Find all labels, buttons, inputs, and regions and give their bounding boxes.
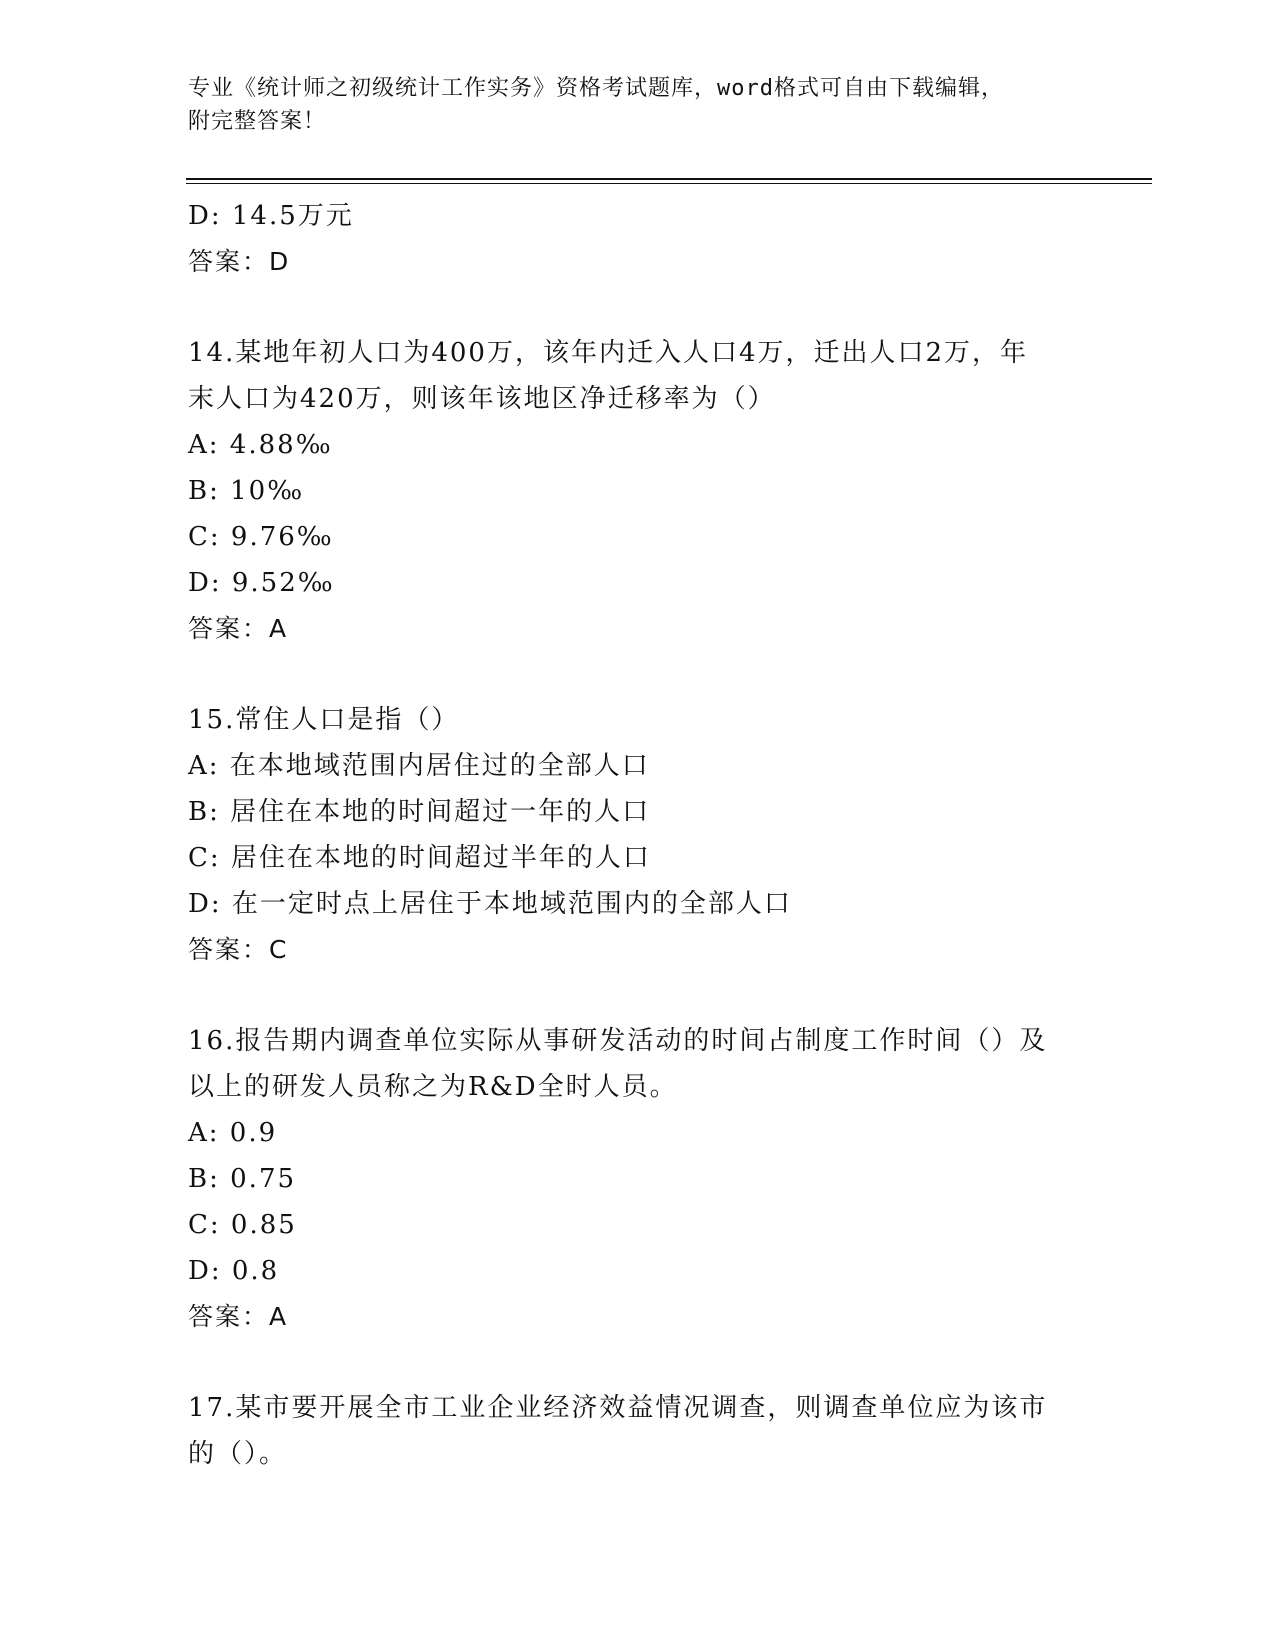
option-b: B: 10‰ <box>188 476 305 506</box>
option-b: B: 居住在本地的时间超过一年的人口 <box>188 797 651 827</box>
question-17 <box>188 1385 1088 1477</box>
answer: 答案：A <box>188 614 289 643</box>
question-text: 17.某市要开展全市工业企业经济效益情况调查，则调查单位应为该市 <box>188 1393 1048 1423</box>
question-text: 以上的研发人员称之为R&D全时人员。 <box>188 1072 678 1102</box>
header-rule-thin <box>186 183 1152 184</box>
option-c: C: 0.85 <box>188 1210 297 1240</box>
question-text: 14.某地年初人口为400万，该年内迁入人口4万，迁出人口2万，年 <box>188 338 1029 368</box>
answer: 答案：C <box>188 935 289 964</box>
question-text: 末人口为420万，则该年该地区净迁移率为（） <box>188 384 776 414</box>
header-rule-thick <box>186 178 1152 180</box>
option-a: A: 4.88‰ <box>188 430 333 460</box>
option-a: A: 0.9 <box>188 1118 278 1148</box>
option-d: D: 在一定时点上居住于本地域范围内的全部人口 <box>188 889 792 919</box>
option-d: D: 14.5万元 <box>188 201 354 231</box>
option-b: B: 0.75 <box>188 1164 297 1194</box>
question-list <box>188 193 1088 1477</box>
question-15 <box>188 697 1088 973</box>
question-text: 16.报告期内调查单位实际从事研发活动的时间占制度工作时间（）及 <box>188 1026 1048 1056</box>
question-text: 的（）。 <box>188 1439 288 1469</box>
answer: 答案：A <box>188 1302 289 1331</box>
question-14 <box>188 330 1088 652</box>
option-d: D: 9.52‰ <box>188 568 335 598</box>
question-text: 15.常住人口是指（） <box>188 705 460 735</box>
option-c: C: 居住在本地的时间超过半年的人口 <box>188 843 651 873</box>
option-d: D: 0.8 <box>188 1256 280 1286</box>
question-16 <box>188 1018 1088 1340</box>
header-line-1: 专业《统计师之初级统计工作实务》资格考试题库，word格式可自由下载编辑， <box>188 76 1004 101</box>
answer: 答案：D <box>188 247 291 276</box>
page-header <box>188 72 1088 138</box>
header-line-2: 附完整答案！ <box>188 109 327 134</box>
option-a: A: 在本地域范围内居住过的全部人口 <box>188 751 650 781</box>
option-c: C: 9.76‰ <box>188 522 334 552</box>
previous-question-tail <box>188 193 1088 285</box>
